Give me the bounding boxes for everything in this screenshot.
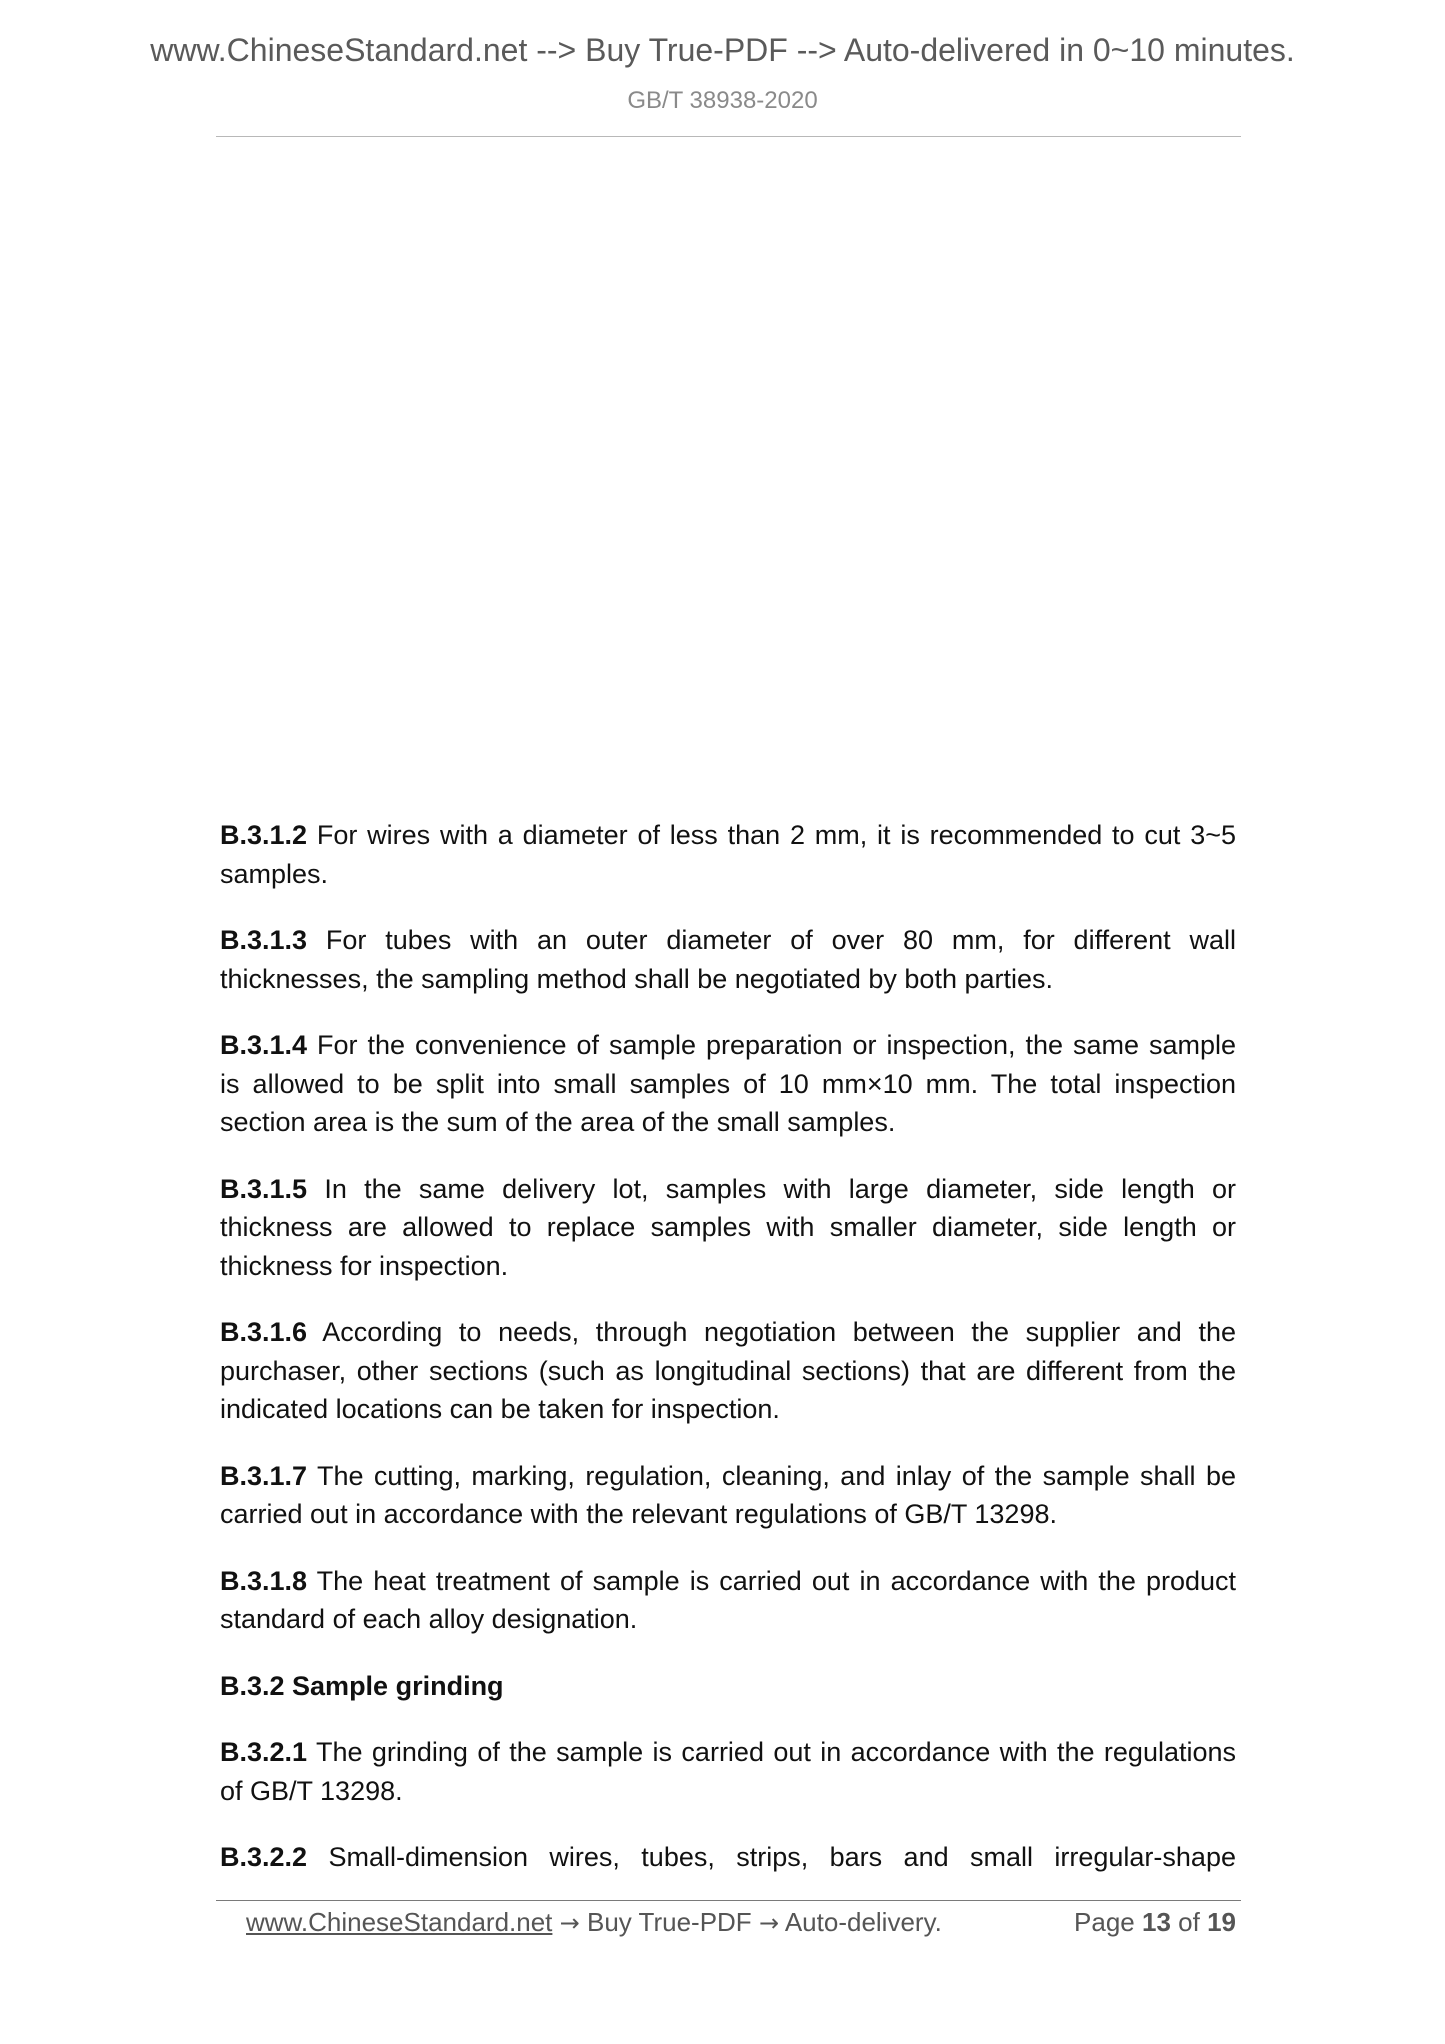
current-page: 13 [1142, 1907, 1171, 1937]
header-banner: www.ChineseStandard.net --> Buy True-PDF --> Auto-delivered in 0~10 minutes. [150, 32, 1295, 68]
clause-text: For tubes with an outer diameter of over 80 mm, for different wall thicknesses, the sampling method shall be negotiated by both parties. [220, 925, 1236, 994]
clause-number: B.3.1.5 [220, 1173, 308, 1204]
document-number: GB/T 38938-2020 [627, 87, 818, 114]
clause-number: B.3.1.8 [220, 1565, 308, 1596]
clause-text: For wires with a diameter of less than 2 mm, it is recommended to cut 3~5 samples. [220, 820, 1236, 889]
clause-number: B.3.2.1 [220, 1737, 308, 1767]
footer-divider [216, 1900, 1241, 1901]
page-footer [246, 1905, 1236, 1940]
clause-text: In the same delivery lot, samples with large diameter, side length or thickness are allowed to replace samples with smaller diameter, side length or thickness for inspection. [220, 1173, 1236, 1281]
clause-text: Small-dimension wires, tubes, strips, bars and small irregular-shape [328, 1842, 1236, 1872]
clause-b-3-1-6 [220, 1313, 1236, 1429]
document-body [220, 816, 1236, 1905]
clause-b-3-1-7 [220, 1457, 1236, 1534]
clause-number: B.3.1.2 [220, 820, 308, 850]
clause-text: For the convenience of sample preparation or inspection, the same sample is allowed to be split into small samples of 10 mm×10 mm. The total inspection section area is the sum of the area of the small samples. [220, 1030, 1236, 1137]
clause-number: B.3.1.4 [220, 1030, 308, 1060]
total-pages: 19 [1207, 1907, 1236, 1937]
of-word: of [1178, 1907, 1200, 1937]
page-word: Page [1074, 1907, 1135, 1937]
clause-number: B.3.1.3 [220, 925, 308, 955]
clause-b-3-1-2 [220, 816, 1236, 893]
clause-text: According to needs, through negotiation between the supplier and the purchaser, other sections (such as longitudinal sections) that are different from the indicated locations can be taken for inspection. [220, 1317, 1236, 1424]
clause-b-3-2-1 [220, 1733, 1236, 1810]
clause-text: The cutting, marking, regulation, cleaning, and inlay of the sample shall be carried out in accordance with the relevant regulations of GB/T 13298. [220, 1460, 1236, 1529]
section-heading: B.3.2 Sample grinding [220, 1670, 504, 1701]
arrow-right-icon: → [758, 1909, 780, 1937]
footer-site-link[interactable]: www.ChineseStandard.net [246, 1907, 553, 1937]
clause-b-3-1-3 [220, 921, 1236, 998]
clause-number: B.3.1.6 [220, 1317, 308, 1347]
clause-b-3-2-2 [220, 1838, 1236, 1877]
clause-b-3-1-4 [220, 1026, 1236, 1142]
page-indicator [1074, 1905, 1236, 1939]
footer-buy-text: Buy True-PDF [586, 1907, 752, 1937]
clause-text: The heat treatment of sample is carried out in accordance with the product standard of each alloy designation. [220, 1565, 1237, 1634]
header-divider [216, 136, 1241, 137]
clause-b-3-1-5 [220, 1170, 1236, 1286]
clause-b-3-1-8 [220, 1562, 1236, 1639]
footer-delivery-text: Auto-delivery. [784, 1907, 942, 1937]
arrow-right-icon: → [559, 1909, 580, 1937]
clause-number: B.3.1.7 [220, 1460, 308, 1491]
clause-number: B.3.2.2 [220, 1842, 308, 1872]
clause-text: The grinding of the sample is carried out in accordance with the regulations of GB/T 13298. [220, 1737, 1237, 1806]
